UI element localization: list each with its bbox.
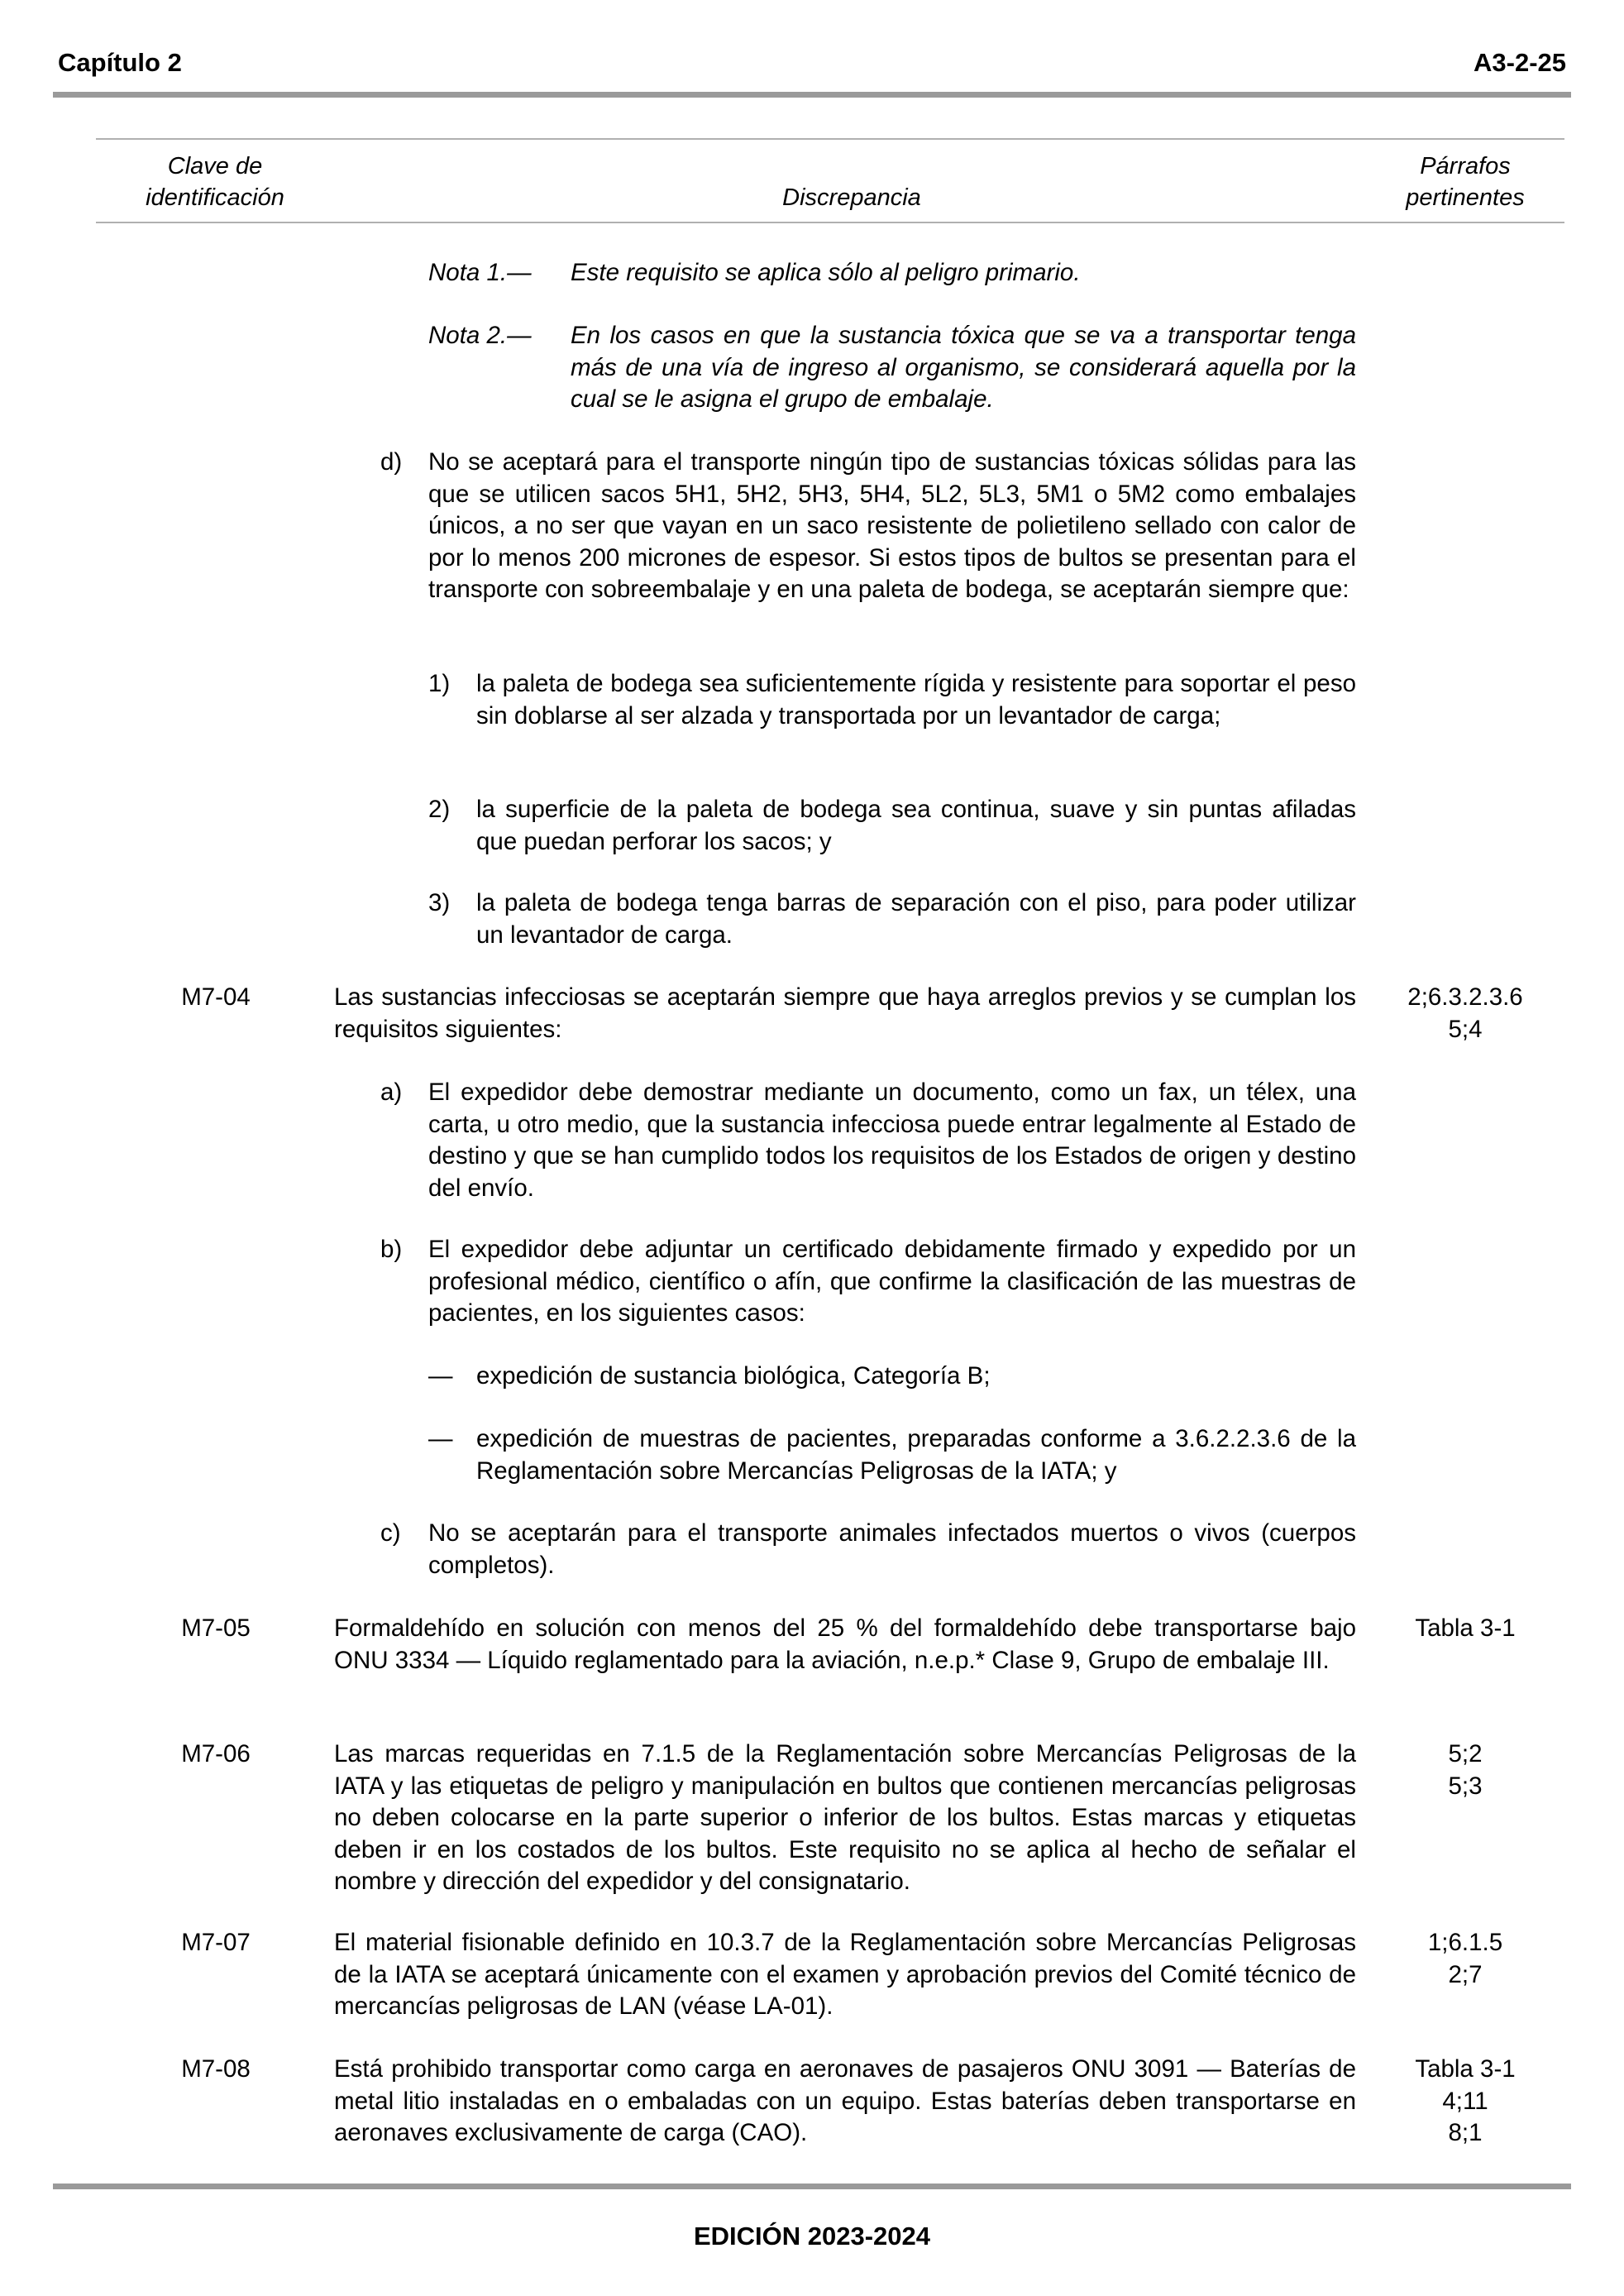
m7-04-c-text: No se aceptarán para el transporte animales infectados muertos o vivos (cuerpos completos). <box>428 1519 1356 1579</box>
item-d-3-text: la paleta de bodega tenga barras de separación con el piso, para poder utilizar un levantador de carga. <box>476 889 1356 949</box>
m7-04-refs <box>1383 982 1548 1045</box>
ref-item: Tabla 3-1 <box>1415 2055 1516 2083</box>
m7-04-b-label: b) <box>380 1236 403 1263</box>
m7-04-a-text: El expedidor debe demostrar mediante un documento, como un fax, un télex, una carta, u otro medio, que la sustancia infecciosa puede entrar legalmente al Estado de destino y que se han cumplido todos los requisitos de los Estados de origen y destino del envío. <box>428 1079 1356 1202</box>
ref-item: 5;4 <box>1448 1015 1483 1043</box>
note-2-text: En los casos en que la sustancia tóxica que se va a transportar tenga más de una vía de ingreso al organismo, se considerará aquella por la cual se le asigna el grupo de embalaje. <box>571 322 1356 413</box>
ref-item: 2;6.3.2.3.6 <box>1407 983 1523 1011</box>
note-1-text: Este requisito se aplica sólo al peligro primario. <box>571 259 1081 286</box>
column-header-refs-line1: Párrafos <box>1420 153 1511 179</box>
item-d-1-text: la paleta de bodega sea suficientemente rígida y resistente para soportar el peso sin doblarse al ser alzada y transportada por un levantador de carga; <box>476 670 1356 729</box>
ref-item: 1;6.1.5 <box>1427 1929 1503 1956</box>
m7-04-a-label: a) <box>380 1079 403 1106</box>
m7-07-text: El material fisionable definido en 10.3.7 de la Reglamentación sobre Mercancías Peligrosas de la IATA se aceptará únicamente con el examen y aprobación previos del Comité técnico de mercancías peligrosas de LAN (véase LA-01). <box>334 1929 1356 2020</box>
ref-item: 4;11 <box>1442 2087 1488 2115</box>
note-2-label: Nota 2.— <box>428 322 532 349</box>
note-1-label: Nota 1.— <box>428 259 532 286</box>
column-header-id-line1: Clave de <box>167 153 263 179</box>
m7-04-c-label: c) <box>380 1519 401 1547</box>
m7-04-text: Las sustancias infecciosas se aceptarán siempre que haya arreglos previos y se cumplan los requisitos siguientes: <box>334 983 1356 1043</box>
m7-06-refs <box>1383 1739 1548 1802</box>
m7-07-refs <box>1383 1927 1548 1991</box>
ref-item: 5;3 <box>1448 1772 1483 1800</box>
dash-2-text: expedición de muestras de pacientes, preparadas conforme a 3.6.2.2.3.6 de la Reglamentación sobre Mercancías Peligrosas de la IATA; y <box>476 1425 1356 1485</box>
row-id-m7-07: M7-07 <box>181 1929 251 1956</box>
column-header-discrepancy: Discrepancia <box>782 184 921 211</box>
column-header-id-line2: identificación <box>146 184 284 211</box>
m7-05-text: Formaldehído en solución con menos del 25 % del formaldehído debe transportarse bajo ONU 3334 — Líquido reglamentado para la aviación, n.e.p.* Clase 9, Grupo de embalaje III. <box>334 1614 1356 1674</box>
m7-05-refs <box>1383 1613 1548 1645</box>
item-d-text: No se aceptará para el transporte ningún tipo de sustancias tóxicas sólidas para las que se utilicen sacos 5H1, 5H2, 5H3, 5H4, 5L2, 5L3, 5M1 o 5M2 como embalajes únicos, a no ser que vayan en un saco resistente de polietileno sellado con calor de por lo menos 200 micrones de espesor. Si estos tipos de bultos se presentan para el transporte con sobreembalaje y en una paleta de bodega, se aceptarán siempre que: <box>428 448 1356 603</box>
m7-06-text: Las marcas requeridas en 7.1.5 de la Reglamentación sobre Mercancías Peligrosas de la IATA y las etiquetas de peligro y manipulación en bultos que contienen mercancías peligrosas no deben colocarse en la parte superior o inferior de los bultos. Estas marcas y etiquetas deben ir en los costados de los bultos. Este requisito no se aplica al hecho de señalar el nombre y dirección del expedidor y del consignatario. <box>334 1740 1356 1895</box>
row-id-m7-05: M7-05 <box>181 1614 251 1642</box>
column-header-refs <box>1383 151 1548 213</box>
page-number: A3-2-25 <box>1474 48 1566 77</box>
ref-item: 8;1 <box>1448 2119 1483 2146</box>
row-id-m7-04: M7-04 <box>181 983 251 1011</box>
dash-2-label: — <box>428 1425 453 1452</box>
m7-08-refs <box>1383 2054 1548 2150</box>
m7-08-text: Está prohibido transportar como carga en aeronaves de pasajeros ONU 3091 — Baterías de metal litio instaladas en o embaladas con un equipo. Estas baterías deben transportarse en aeronaves exclusivamente de carga (CAO). <box>334 2055 1356 2146</box>
item-d-3-label: 3) <box>428 889 451 916</box>
ref-item: 5;2 <box>1448 1740 1483 1767</box>
item-d-2-label: 2) <box>428 796 451 823</box>
footer-rule <box>53 2184 1571 2189</box>
ref-item: 2;7 <box>1448 1960 1483 1988</box>
row-id-m7-06: M7-06 <box>181 1740 251 1767</box>
column-header-id <box>124 151 306 213</box>
item-d-label: d) <box>380 448 403 476</box>
item-d-2-text: la superficie de la paleta de bodega sea continua, suave y sin puntas afiladas que puedan perforar los sacos; y <box>476 796 1356 855</box>
row-id-m7-08: M7-08 <box>181 2055 251 2083</box>
dash-1-label: — <box>428 1362 453 1390</box>
header-rule <box>53 92 1571 98</box>
chapter-title: Capítulo 2 <box>58 48 182 77</box>
column-header-refs-line2: pertinentes <box>1406 184 1525 211</box>
ref-item: Tabla 3-1 <box>1415 1614 1516 1642</box>
table-top-rule <box>96 138 1564 140</box>
m7-04-b-text: El expedidor debe adjuntar un certificado debidamente firmado y expedido por un profesional médico, científico o afín, que confirme la clasificación de las muestras de pacientes, en los siguientes casos: <box>428 1236 1356 1327</box>
item-d-1-label: 1) <box>428 670 451 697</box>
table-header-rule <box>96 222 1564 223</box>
edition-footer: EDICIÓN 2023-2024 <box>693 2222 931 2251</box>
dash-1-text: expedición de sustancia biológica, Categoría B; <box>476 1362 991 1390</box>
